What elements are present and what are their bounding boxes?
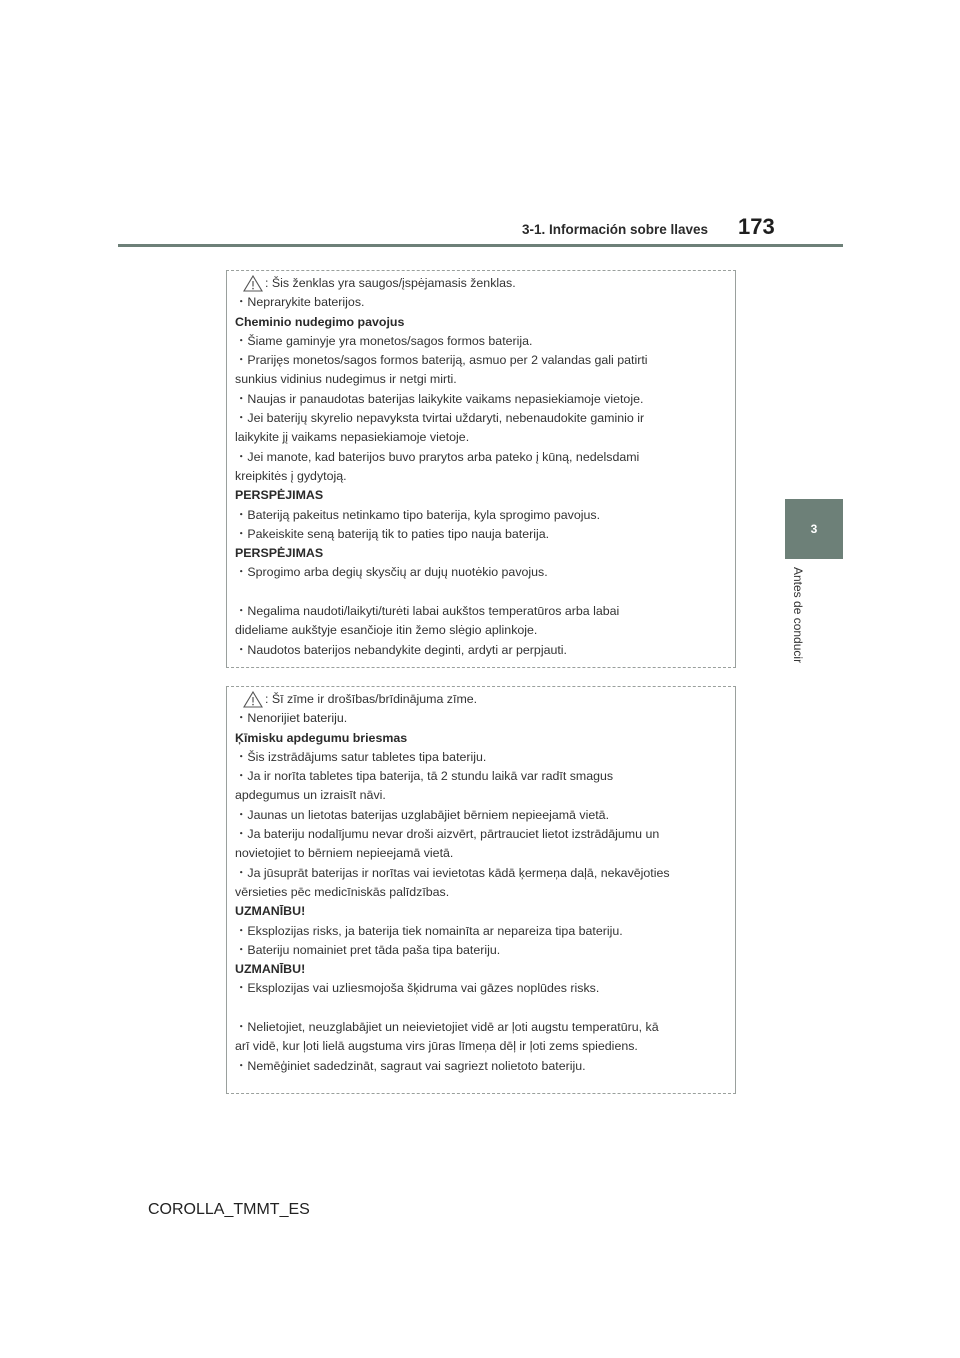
text-line: kreipkitės į gydytoją. xyxy=(235,468,347,483)
text-line: ・Nelietojiet, neuzglabājiet un neievietojiet vidē ar ļoti augstu temperatūru, kā xyxy=(235,1020,659,1035)
warning-heading: Cheminio nudegimo pavojus xyxy=(235,314,405,329)
latvian-text-lines xyxy=(235,709,727,1076)
warning-intro-text: : Šis ženklas yra saugos/įspėjamasis ženklas. xyxy=(265,276,516,290)
text-line: ・Ja jūsuprāt baterijas ir norītas vai ievietotas kādā ķermeņa daļā, nekavējoties xyxy=(235,865,670,880)
text-line: ・Ja bateriju nodalījumu nevar droši aizvērt, pārtrauciet lietot izstrādājumu un xyxy=(235,827,660,842)
text-line: sunkius vidinius nudegimus ir netgi mirti. xyxy=(235,372,457,387)
lithuanian-text-lines xyxy=(235,293,727,660)
text-line: ・Naudotos baterijos nebandykite deginti, ardyti ar perpjauti. xyxy=(235,642,567,657)
text-line: vērsieties pēc medicīniskās palīdzības. xyxy=(235,884,450,899)
text-line: ・Naujas ir panaudotas baterijas laikykite vaikams nepasiekiamoje vietoje. xyxy=(235,391,644,406)
text-line: ・Bateriju nomainiet pret tāda paša tipa bateriju. xyxy=(235,942,501,957)
text-line: ・Pakeiskite seną bateriją tik to paties tipo nauja baterija. xyxy=(235,526,550,541)
warning-heading: PERSPĖJIMAS xyxy=(235,488,324,503)
section-title: 3-1. Información sobre llaves xyxy=(522,222,709,237)
warning-intro-row xyxy=(235,274,727,293)
blank-line xyxy=(235,583,727,602)
text-line: apdegumus un izraisīt nāvi. xyxy=(235,788,386,803)
text-line: novietojiet to bērniem nepieejamā vietā. xyxy=(235,846,454,861)
text-line: ・Jei manote, kad baterijos buvo prarytos arba pateko į kūną, nedelsdami xyxy=(235,449,640,464)
page-number: 173 xyxy=(738,214,775,239)
warning-heading: UZMANĪBU! xyxy=(235,962,306,977)
chapter-number: 3 xyxy=(810,522,818,536)
text-line: ・Nenorijiet bateriju. xyxy=(235,711,348,726)
text-line: ・Neprarykite baterijos. xyxy=(235,295,365,310)
warning-heading: UZMANĪBU! xyxy=(235,904,306,919)
text-line: ・Šis izstrādājums satur tabletes tipa bateriju. xyxy=(235,749,487,764)
warning-heading: PERSPĖJIMAS xyxy=(235,546,324,561)
text-line: ・Negalima naudoti/laikyti/turėti labai aukštos temperatūros arba labai xyxy=(235,604,620,619)
document-code: COROLLA_TMMT_ES xyxy=(148,1201,310,1218)
latvian-warning-box xyxy=(226,686,736,1094)
text-line: ・Bateriją pakeitus netinkamo tipo baterija, kyla sprogimo pavojus. xyxy=(235,507,601,522)
chapter-title: Antes de conducir xyxy=(791,567,805,664)
text-line: ・Nemēģiniet sadedzināt, sagraut vai sagriezt nolietoto bateriju. xyxy=(235,1058,586,1073)
text-line: arī vidē, kur ļoti lielā augstuma virs jūras līmeņa dēļ ir ļoti zems spiediens. xyxy=(235,1039,638,1054)
text-line: ・Šiame gaminyje yra monetos/sagos formos baterija. xyxy=(235,333,533,348)
blank-line xyxy=(235,999,727,1018)
warning-intro-text: : Šī zīme ir drošības/brīdinājuma zīme. xyxy=(265,692,478,706)
text-line: dideliame aukštyje esančioje itin žemo slėgio aplinkoje. xyxy=(235,623,538,638)
text-line: ・Eksplozijas vai uzliesmojoša šķidruma vai gāzes noplūdes risks. xyxy=(235,981,600,996)
text-line: ・Sprogimo arba degių skysčių ar dujų nuotėkio pavojus. xyxy=(235,565,548,580)
warning-triangle-icon xyxy=(243,275,263,292)
text-line: laikykite jį vaikams nepasiekiamoje vietoje. xyxy=(235,430,470,445)
text-line: ・Eksplozijas risks, ja baterija tiek nomainīta ar nepareiza tipa bateriju. xyxy=(235,923,623,938)
warning-triangle-icon xyxy=(243,691,263,708)
warning-heading: Ķīmisku apdegumu briesmas xyxy=(235,730,408,745)
text-line: ・Jaunas un lietotas baterijas uzglabājiet bērniem nepieejamā vietā. xyxy=(235,807,610,822)
chapter-tab xyxy=(785,499,843,559)
text-line: ・Prarijęs monetos/sagos formos bateriją, asmuo per 2 valandas gali patirti xyxy=(235,353,648,368)
text-line: ・Ja ir norīta tabletes tipa baterija, tā 2 stundu laikā var radīt smagus xyxy=(235,769,614,784)
header-rule xyxy=(118,244,843,247)
text-line: ・Jei baterijų skyrelio nepavyksta tvirtai uždaryti, nebenaudokite gaminio ir xyxy=(235,411,645,426)
warning-intro-row xyxy=(235,690,727,709)
lithuanian-warning-box xyxy=(226,270,736,668)
